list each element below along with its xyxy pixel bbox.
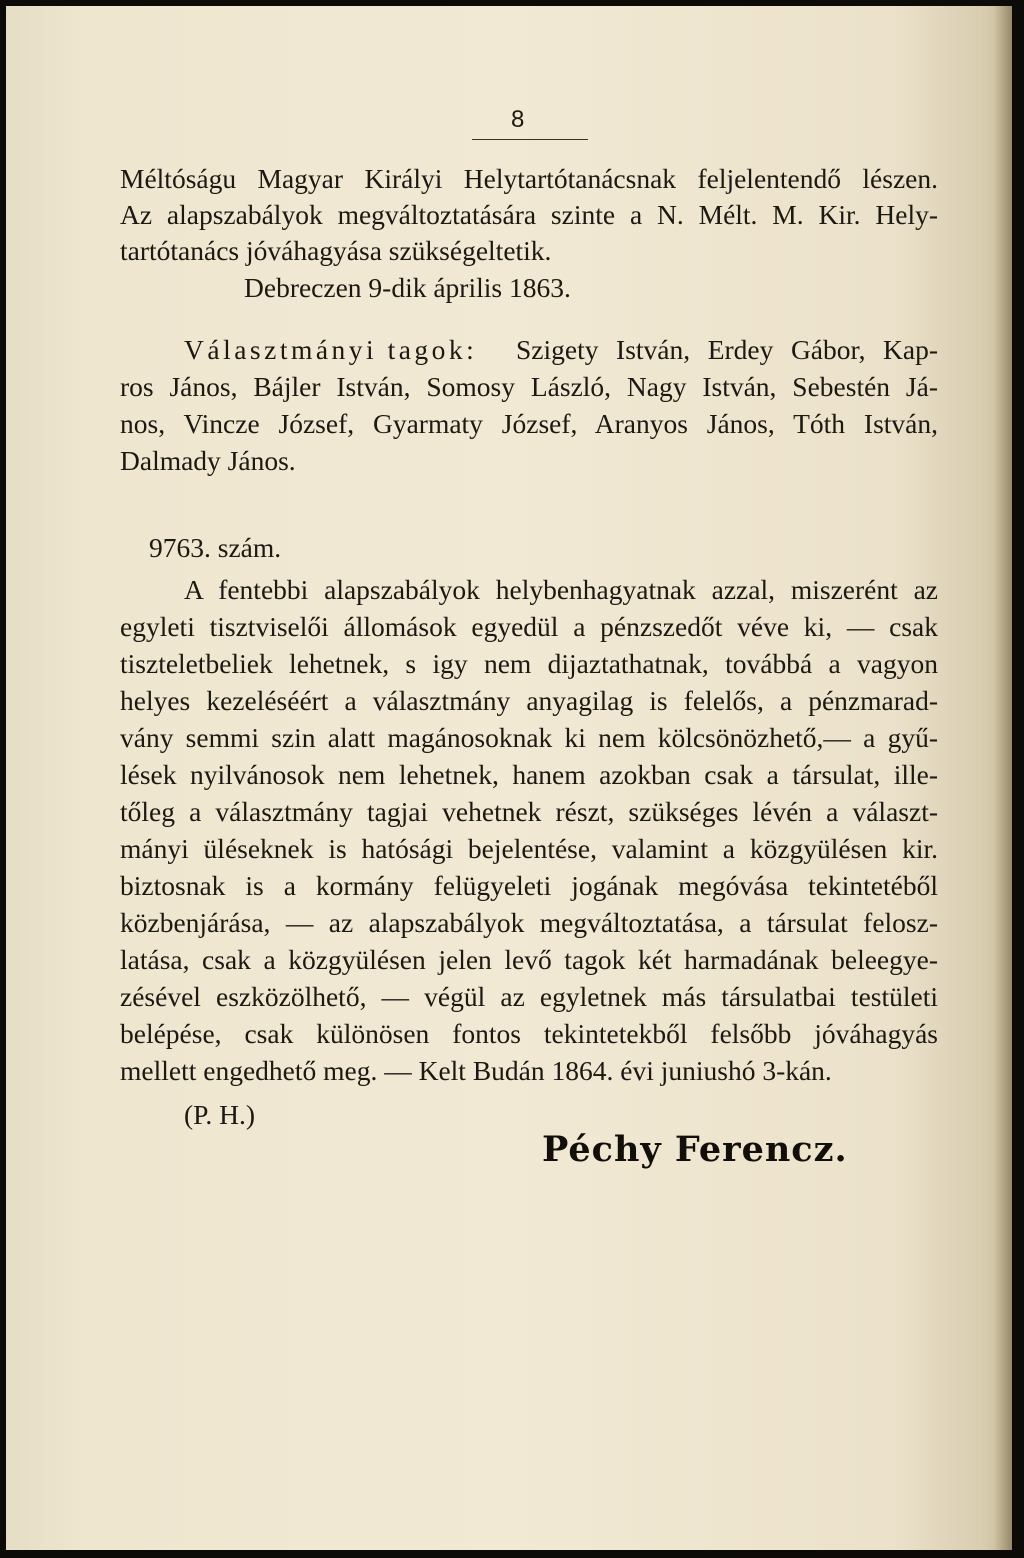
paragraph2-line-9: biztosnak is a kormány felügyeleti jogának megóvása tekintetéből [120,870,938,901]
paragraph2-line-7: tőleg a választmány tagjai vehetnek részt, szükséges lévén a választ- [120,796,938,827]
paragraph2-line-14: mellett engedhető meg. — Kelt Budán 1864. évi juniushó 3-kán. [120,1055,832,1086]
paragraph1-line-1: Méltóságu Magyar Királyi Helytartótanácsnak feljelentendő lészen. [120,163,938,194]
members-line-2: ros János, Bájler István, Somosy László, Nagy István, Sebestén Já- [120,371,938,402]
paragraph2-line-12: zésével eszközölhető, — végül az egyletnek más társulatbai testületi [120,981,938,1012]
paragraph2-line-8: mányi üléseknek is hatósági bejelentése, valamint a közgyülésen kir. [120,833,938,864]
signature: Péchy Ferencz. [542,1129,848,1170]
paragraph2-line-10: közbenjárása, — az alapszabályok megváltoztatása, a társulat felosz- [120,907,938,938]
paragraph1-line-2: Az alapszabályok megváltoztatására szinte a N. Mélt. M. Kir. Hely- [120,199,938,230]
members-label [184,334,477,366]
page-spine-shadow [994,6,1012,1550]
paragraph2-line-13: belépése, csak különösen fontos tekintetekből felsőbb jóváhagyás [120,1018,938,1049]
paragraph2-line-2: egyleti tisztviselői állomások egyedül a pénzszedőt véve ki, — csak [120,611,938,642]
date-line: Debreczen 9-dik április 1863. [244,272,571,303]
members-line-3: nos, Vincze József, Gyarmaty József, Aranyos János, Tóth István, [120,408,938,439]
paragraph2-line-3: tiszteletbeliek lehetnek, s igy nem dijaztathatnak, továbbá a vagyon [120,648,938,679]
members-line-1: Szigety István, Erdey Gábor, Kap- [516,334,938,365]
header-rule [472,139,588,140]
paragraph1-line-3: tartótanács jóváhagyása szükségeltetik. [120,235,552,266]
paragraph2-line-5: vány semmi szin alatt magánosoknak ki nem kölcsönözhető,— a gyű- [120,722,938,753]
page-number: 8 [511,106,525,133]
paragraph2-line-1: A fentebbi alapszabályok helybenhagyatnak azzal, miszerént az [184,574,938,605]
paragraph2-line-11: latása, csak a közgyülésen jelen levő tagok két harmadának beleegye- [120,944,938,975]
members-line-4: Dalmady János. [120,445,296,476]
paragraph2-line-4: helyes kezeléséért a választmány anyagilag is felelős, a pénzmarad- [120,685,938,716]
seal-mark: (P. H.) [184,1099,256,1130]
document-page [6,6,1012,1550]
members-label-text: Választmányi tagok: [184,334,478,365]
number-line: 9763. szám. [149,532,282,563]
paragraph2-line-6: lések nyilvánosok nem lehetnek, hanem azokban csak a társulat, ille- [120,759,938,790]
